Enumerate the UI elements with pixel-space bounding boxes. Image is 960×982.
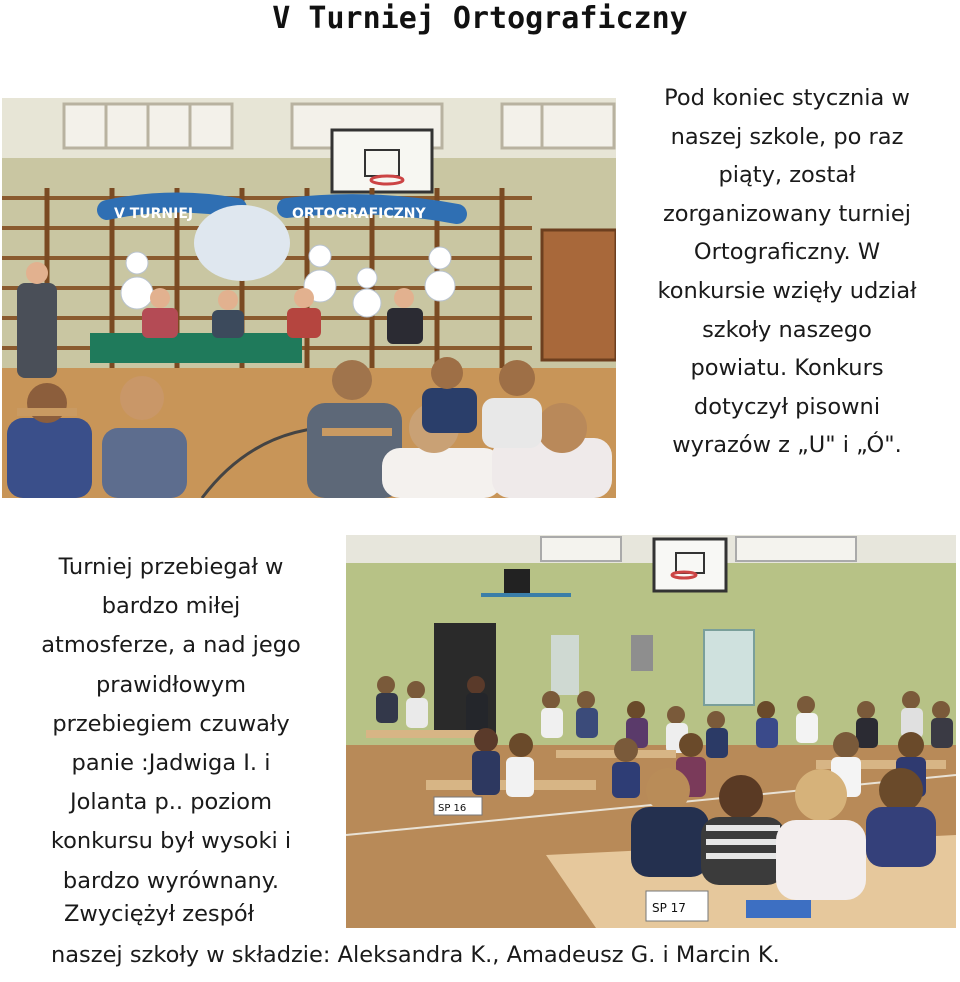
text-line: konkursu był wysoki i bbox=[50, 828, 292, 855]
paragraph-introduction bbox=[628, 79, 946, 465]
banner-text-right: ORTOGRAFICZNY bbox=[292, 206, 426, 222]
paragraph-atmosphere bbox=[10, 548, 332, 901]
text-line: szkoły naszego bbox=[702, 316, 872, 343]
text-line: piąty, został bbox=[718, 162, 856, 189]
text-line: prawidłowym bbox=[95, 671, 247, 698]
banner-text-left: V TURNIEJ bbox=[114, 206, 194, 222]
text-line: Turniej przebiegał w bbox=[58, 554, 284, 580]
photo-tournament-hall bbox=[2, 98, 616, 498]
text-line: Ortograficzny. W bbox=[693, 239, 881, 266]
text-line: Pod koniec stycznia w bbox=[664, 85, 910, 111]
text-line: Jolanta p.. poziom bbox=[70, 789, 272, 816]
text-line: atmosferze, a nad jego bbox=[41, 632, 301, 659]
text-line: bardzo wyrównany. bbox=[62, 867, 280, 894]
text-line: panie :Jadwiga I. i bbox=[71, 750, 271, 777]
team-members-line: naszej szkoły w składzie: Aleksandra K., Amadeusz G. i Marcin K. bbox=[51, 942, 780, 968]
desk-card-label: SP 17 bbox=[652, 901, 686, 915]
text-line: przebiegiem czuwały bbox=[52, 710, 290, 737]
page-title: V Turniej Ortograficzny bbox=[272, 1, 688, 36]
text-line: wyrazów z „U" i „Ó". bbox=[672, 432, 902, 459]
text-line: bardzo miłej bbox=[101, 593, 241, 620]
text-line: powiatu. Konkurs bbox=[690, 355, 884, 382]
text-line: dotyczył pisowni bbox=[693, 393, 881, 420]
photo-students-writing bbox=[346, 535, 956, 928]
text-line: zorganizowany turniej bbox=[662, 200, 912, 227]
winner-line: Zwyciężył zespół bbox=[64, 901, 255, 927]
text-line: naszej szkole, po raz bbox=[670, 123, 904, 150]
desk-card-label-2: SP 16 bbox=[438, 803, 467, 814]
text-line: konkursie wzięły udział bbox=[657, 277, 917, 304]
